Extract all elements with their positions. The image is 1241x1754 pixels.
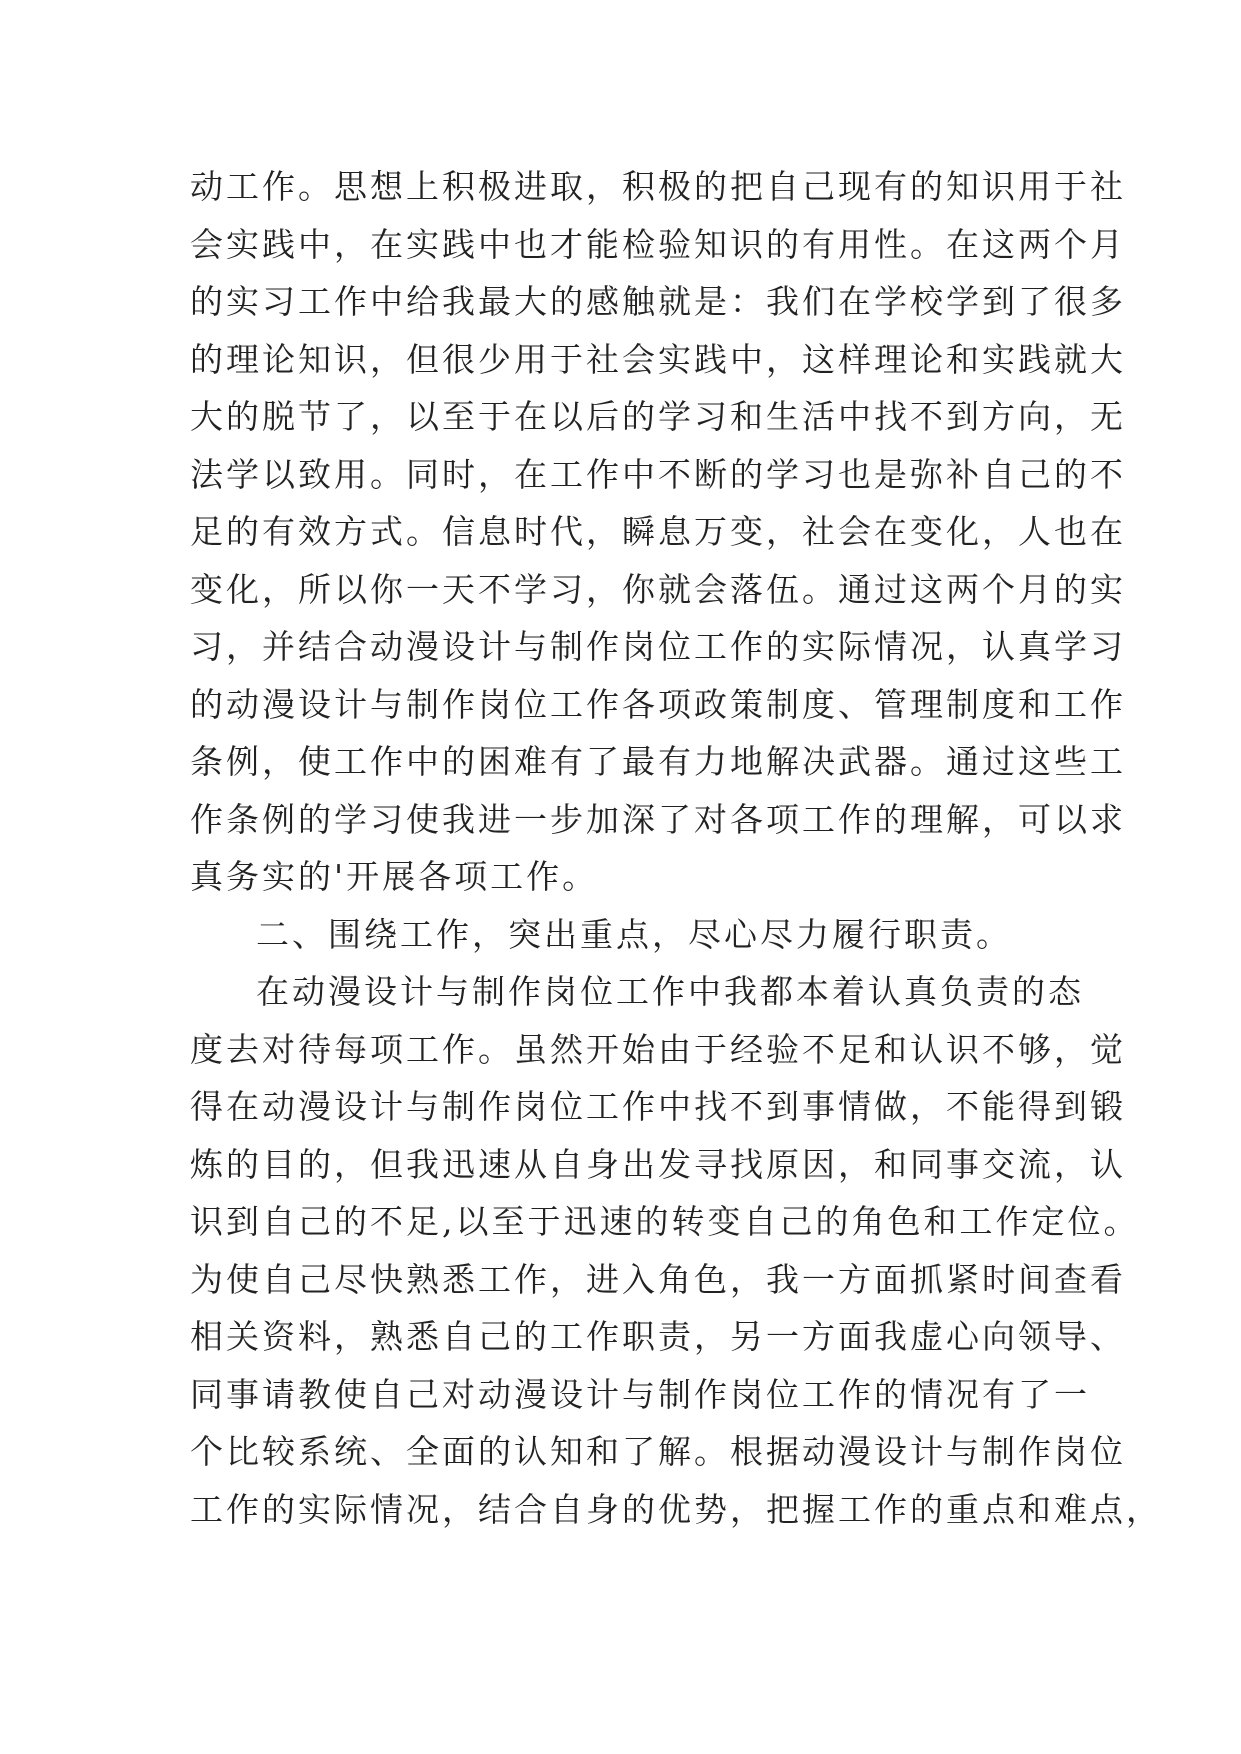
text-line: 度去对待每项工作。虽然开始由于经验不足和认识不够，觉	[190, 1029, 1126, 1069]
body-text	[190, 158, 1162, 1538]
paragraph-first-line: 在动漫设计与制作岗位工作中我都本着认真负责的态	[256, 972, 1084, 1011]
text-line: 足的有效方式。信息时代，瞬息万变，社会在变化，人也在	[190, 512, 1126, 551]
text-line: 法学以致用。同时，在工作中不断的学习也是弥补自己的不	[190, 454, 1126, 494]
text-line: 变化，所以你一天不学习，你就会落伍。通过这两个月的实	[190, 569, 1126, 609]
text-line: 真务实的'开展各项工作。	[190, 857, 599, 896]
text-line: 会实践中，在实践中也才能检验知识的有用性。在这两个月	[190, 224, 1126, 264]
section-heading: 二、围绕工作，突出重点，尽心尽力履行职责。	[256, 914, 1012, 954]
text-line: 条例，使工作中的困难有了最有力地解决武器。通过这些工	[190, 742, 1126, 781]
text-line: 得在动漫设计与制作岗位工作中找不到事情做，不能得到锻	[190, 1087, 1126, 1126]
text-line: 习，并结合动漫设计与制作岗位工作的实际情况，认真学习	[190, 627, 1126, 666]
text-line: 的实习工作中给我最大的感触就是：我们在学校学到了很多	[190, 282, 1126, 321]
text-line: 的动漫设计与制作岗位工作各项政策制度、管理制度和工作	[190, 684, 1126, 724]
text-line: 作条例的学习使我进一步加深了对各项工作的理解，可以求	[190, 799, 1126, 839]
text-line: 的理论知识，但很少用于社会实践中，这样理论和实践就大	[190, 339, 1126, 379]
text-line: 炼的目的，但我迅速从自身出发寻找原因，和同事交流，认	[190, 1144, 1126, 1184]
text-line: 大的脱节了，以至于在以后的学习和生活中找不到方向，无	[190, 397, 1126, 436]
text-line: 识到自己的不足,以至于迅速的转变自己的角色和工作定位。	[190, 1202, 1140, 1241]
text-line: 为使自己尽快熟悉工作，进入角色，我一方面抓紧时间查看	[190, 1259, 1126, 1299]
text-line: 个比较系统、全面的认知和了解。根据动漫设计与制作岗位	[190, 1432, 1126, 1471]
text-line: 同事请教使自己对动漫设计与制作岗位工作的情况有了一	[190, 1374, 1090, 1414]
text-line: 工作的实际情况，结合自身的优势，把握工作的重点和难点，	[190, 1489, 1162, 1529]
text-line: 动工作。思想上积极进取，积极的把自己现有的知识用于社	[190, 167, 1126, 206]
text-line: 相关资料，熟悉自己的工作职责，另一方面我虚心向领导、	[190, 1317, 1126, 1356]
